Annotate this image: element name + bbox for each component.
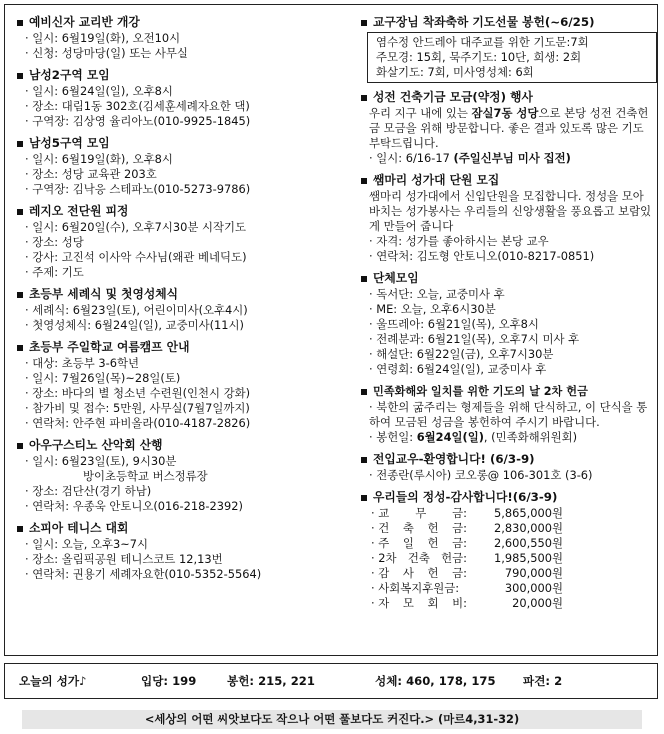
offering-row (367, 596, 657, 611)
notice-line: · 해설단: 6월22일(금), 오후7시30분 (369, 347, 554, 361)
notice-line: · 일시: 6월20일(수), 오후7시30분 시작기도 (25, 220, 246, 234)
notice-line: · 연락처: 김도형 안토니오(010-8217-0851) (369, 249, 595, 263)
offering-label-part: 헌 (427, 521, 439, 535)
offering-label (367, 581, 467, 596)
square-bullet-icon (361, 389, 367, 395)
notice-title: 우리들의 정성-감사합니다!(6/3-9) (373, 490, 558, 504)
notice-line: · 장소: 올림픽공원 테니스코트 12,13번 (25, 552, 223, 566)
notice-paragraph: 쌤마리 성가대에서 신입단원을 모집합니다. 정성을 모아 바치는 성가봉사는 우리들의 신앙생활을 풍요롭고 보람있게 만들어 줍니다 (369, 189, 652, 233)
bulletin-frame (4, 4, 658, 656)
offering-label (367, 536, 467, 551)
notice-line: · 장소: 대림1동 302호(김세훈세례자요한 댁) (25, 99, 250, 113)
square-bullet-icon (17, 73, 23, 79)
notice-line: · 일시: 6월19일(화), 오전10시 (25, 31, 181, 45)
square-bullet-icon (17, 292, 23, 298)
offering-label (367, 506, 467, 521)
offering-label-part: 금: (452, 536, 467, 550)
offering-label (367, 551, 467, 566)
notice-title: 민족화해와 일치를 위한 기도의 날 2차 헌금 (373, 385, 588, 398)
notice-line: · 독서단: 오늘, 교중미사 후 (369, 287, 505, 301)
offering-amount: 790,000원 (504, 566, 563, 580)
offering-row (367, 566, 657, 581)
notice-line: · 주제: 기도 (25, 265, 84, 279)
offering-label-part: 일 (402, 536, 414, 550)
offering-label-part: · 자 (371, 596, 390, 610)
offering-label-part: · 주 (371, 536, 390, 550)
offering-label-part: · 사회복지후원금: (371, 581, 460, 595)
offering-label-part: 헌 (427, 566, 439, 580)
notice-title: 성전 건축기금 모금(약정) 행사 (373, 90, 533, 104)
notice-title: 남성2구역 모임 (29, 68, 110, 82)
square-bullet-icon (361, 95, 367, 101)
notice-line: · 일시: 오늘, 오후3~7시 (25, 537, 149, 551)
mass-hymn-bar (4, 663, 658, 699)
square-bullet-icon (17, 345, 23, 351)
notice-title: 초등부 주일학교 여름캠프 안내 (29, 340, 190, 354)
offering-row (367, 536, 657, 551)
notice-title: 단체모임 (373, 271, 419, 285)
square-bullet-icon (361, 457, 367, 463)
entrance-hymn: 입당: 199 (141, 673, 197, 688)
notice-line: · 전종란(루시아) 코오롱@ 106-301호 (3-6) (369, 468, 593, 482)
notice-catechumen-class (17, 15, 347, 61)
box-line: 주모경: 15회, 묵주기도: 10단, 희생: 2회 (376, 50, 582, 64)
offering-label-part: 사 (402, 566, 414, 580)
notice-new-members (361, 452, 657, 483)
notice-line: · 세례식: 6월23일(토), 어린이미사(오후4시) (25, 303, 248, 317)
square-bullet-icon (361, 20, 367, 26)
offering-label-part: 헌금: (441, 551, 467, 565)
notice-line: · 일시: 7월26일(목)~28일(토) (25, 371, 181, 385)
offering-label-part: 회 (427, 596, 439, 610)
notice-line: 방이초등학교 버스정류장 (83, 469, 208, 483)
notice-title: 소피아 테니스 대회 (29, 521, 129, 535)
offertory-hymn: 봉헌: 215, 221 (227, 673, 315, 688)
offering-label-part: 금: (452, 521, 467, 535)
notice-title: 레지오 전단원 피정 (29, 204, 129, 218)
notice-paragraph: · 북한의 굶주리는 형제들을 위해 단식하고, 이 단식을 통하여 모금된 성금을 봉헌하여 주시기 바랍니다. (369, 400, 648, 429)
hymn-label: 오늘의 성가♪ (19, 673, 87, 688)
notice-offering-totals (361, 490, 657, 611)
scripture-quote: <세상의 어떤 씨앗보다도 작으나 어떤 풀보다도 커진다.> (마르4,31-32) (22, 710, 642, 729)
offering-amount: 300,000원 (504, 581, 563, 595)
offering-label-part: · 건 (371, 521, 390, 535)
notice-tennis (17, 521, 347, 582)
notice-line: · 장소: 바다의 별 청소년 수련원(인천시 강화) (25, 386, 251, 400)
offering-label-part: 무 (415, 506, 427, 520)
box-line: 화살기도: 7회, 미사영성체: 6회 (376, 65, 534, 79)
offering-amount: 1,985,500원 (494, 551, 563, 565)
notice-line: · 참가비 및 접수: 5만원, 사무실(7월7일까지) (25, 401, 250, 415)
offering-label (367, 566, 467, 581)
notice-title: 예비신자 교리반 개강 (29, 15, 140, 29)
notice-prayer-gift (361, 15, 657, 83)
offering-row (367, 581, 657, 596)
offering-label-part: 비: (452, 596, 467, 610)
offering-label-part: 축 (402, 521, 414, 535)
offering-label-part: · 감 (371, 566, 390, 580)
offering-label-part: 모 (402, 596, 414, 610)
offering-label-part: 헌 (427, 536, 439, 550)
notice-title: 쌤마리 성가대 단원 모집 (373, 173, 500, 187)
offering-label-part: · 2차 (371, 551, 397, 565)
notice-title: 교구장님 착좌축하 기도선물 봉헌(~6/25) (373, 15, 595, 29)
notice-reconciliation-collection (361, 384, 657, 445)
notice-line: · 강사: 고진석 이사악 수사님(왜관 베네딕도) (25, 250, 247, 264)
square-bullet-icon (17, 20, 23, 26)
square-bullet-icon (361, 178, 367, 184)
notice-line: · 일시: 6/16-17 (주일신부님 미사 집전) (369, 151, 571, 165)
notice-building-fund (361, 90, 657, 166)
notice-men-district5 (17, 136, 347, 197)
square-bullet-icon (17, 209, 23, 215)
recessional-hymn: 파견: 2 (523, 673, 563, 688)
notice-line: · 장소: 성당 (25, 235, 84, 249)
notice-summer-camp (17, 340, 347, 431)
offering-row (367, 551, 657, 566)
offering-list (367, 506, 657, 611)
notice-line: · 연락처: 안주현 파비올라(010-4187-2826) (25, 416, 251, 430)
notice-line: · 신청: 성당마당(일) 또는 사무실 (25, 46, 188, 60)
offering-amount: 5,865,000원 (494, 506, 563, 520)
notice-legio-retreat (17, 204, 347, 280)
notice-baptism-communion (17, 287, 347, 333)
notice-line: · 일시: 6월23일(토), 9시30분 (25, 454, 177, 468)
square-bullet-icon (17, 141, 23, 147)
box-line: 염수정 안드레아 대주교를 위한 기도문:7회 (376, 35, 589, 49)
notice-line: · 연락처: 우종욱 안토니오(016-218-2392) (25, 499, 243, 513)
square-bullet-icon (17, 526, 23, 532)
offering-label-part: 금: (452, 566, 467, 580)
offering-amount: 20,000원 (512, 596, 563, 610)
notice-group-meetings (361, 271, 657, 377)
offering-label (367, 521, 467, 536)
offering-label (367, 596, 467, 611)
notice-line: · 첫영성체식: 6월24일(일), 교중미사(11시) (25, 318, 244, 332)
notice-men-district2 (17, 68, 347, 129)
notice-title: 초등부 세례식 및 첫영성체식 (29, 287, 179, 301)
square-bullet-icon (361, 495, 367, 501)
offering-amount: 2,600,550원 (494, 536, 563, 550)
notice-paragraph: 우리 지구 내에 있는 잠실7동 성당으로 본당 성전 건축헌금 모금을 위해 방문합니다. 좋은 결과 있도록 많은 기도 부탁드립니다. (369, 106, 649, 150)
offering-label-part: · 교 (371, 506, 390, 520)
offering-amount: 2,830,000원 (494, 521, 563, 535)
notice-line: · 구역장: 김낙응 스테파노(010-5273-9786) (25, 182, 251, 196)
notice-line: · ME: 오늘, 오후6시30분 (369, 302, 496, 316)
notice-line: · 구역장: 김상영 율리아노(010-9925-1845) (25, 114, 251, 128)
offering-label-part: 금: (452, 506, 467, 520)
notice-line: · 대상: 초등부 3-6학년 (25, 356, 139, 370)
notice-title: 아우구스티노 산악회 산행 (29, 438, 163, 452)
notice-line: · 울뜨레아: 6월21일(목), 오후8시 (369, 317, 539, 331)
notice-line: · 일시: 6월24일(일), 오후8시 (25, 84, 173, 98)
notice-title: 전입교우-환영합니다! (6/3-9) (373, 452, 535, 466)
left-column (17, 15, 347, 589)
offering-row (367, 506, 657, 521)
notice-line: · 연령회: 6월24일(일), 교중미사 후 (369, 362, 547, 376)
notice-line: · 장소: 검단산(경기 하남) (25, 484, 152, 498)
notice-line: · 자격: 성가를 좋아하시는 본당 교우 (369, 234, 549, 248)
notice-line: · 장소: 성당 교육관 203호 (25, 167, 157, 181)
notice-line: · 연락처: 권용기 세례자요한(010-5352-5564) (25, 567, 262, 581)
offering-label-part: 건축 (407, 551, 430, 565)
communion-hymn: 성체: 460, 178, 175 (375, 673, 496, 688)
offering-row (367, 521, 657, 536)
notice-line: · 봉헌일: 6월24일(일), (민족화해위원회) (369, 430, 578, 444)
right-column (361, 15, 657, 618)
notice-title: 남성5구역 모임 (29, 136, 110, 150)
notice-hiking-club (17, 438, 347, 514)
notice-line: · 일시: 6월19일(화), 오후8시 (25, 152, 173, 166)
prayer-gift-box (367, 32, 657, 83)
square-bullet-icon (17, 443, 23, 449)
square-bullet-icon (361, 276, 367, 282)
notice-choir-recruit (361, 173, 657, 264)
notice-line: · 전례분과: 6월21일(목), 오후7시 미사 후 (369, 332, 580, 346)
